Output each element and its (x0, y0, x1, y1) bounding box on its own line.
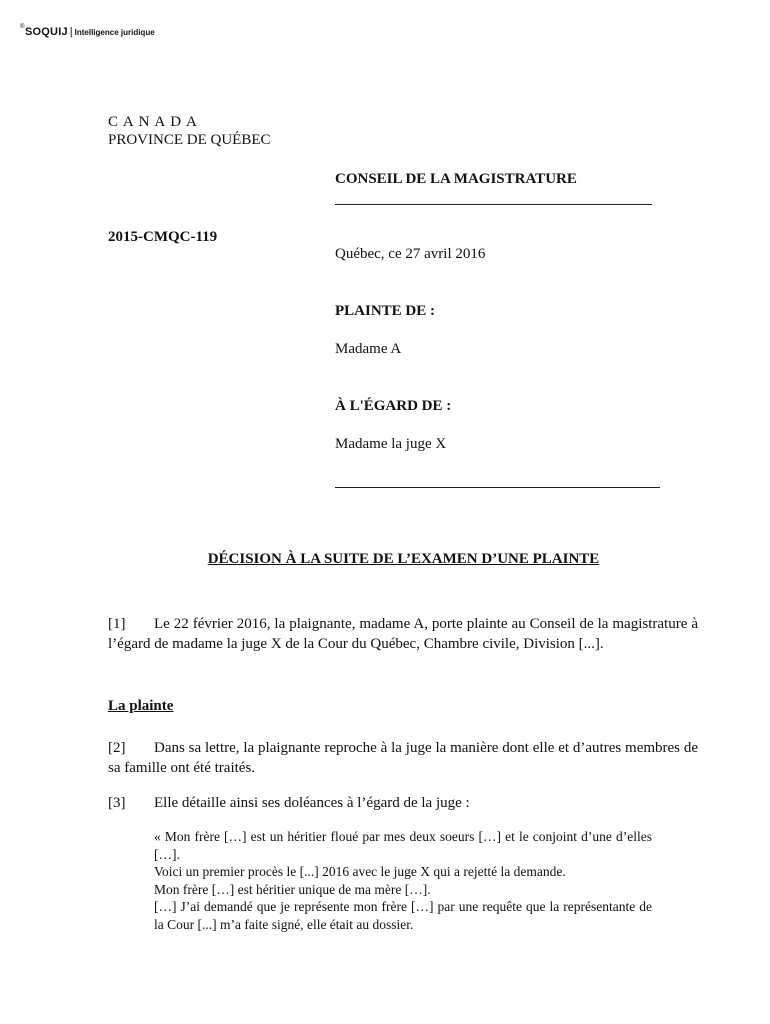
province-heading: PROVINCE DE QUÉBEC (108, 132, 271, 148)
logo-tagline: Intelligence juridique (74, 28, 155, 37)
paragraph-3 (108, 793, 698, 813)
complaint-quote (154, 828, 652, 933)
logo-brand: SOQUIJ (25, 26, 68, 38)
country-heading: C A N A D A (108, 114, 198, 130)
file-number: 2015-CMQC-119 (108, 229, 218, 245)
complainant-name: Madame A (335, 341, 402, 357)
decision-title: DÉCISION À LA SUITE DE L’EXAMEN D’UNE PLAINTE (207, 551, 600, 567)
soquij-logo (20, 26, 155, 44)
registered-mark: ® (20, 24, 25, 30)
header-divider-top (335, 204, 652, 205)
paragraph-text: Dans sa lettre, la plaignante reproche à la juge la manière dont elle et d’autres membres de sa famille ont été traités. (108, 740, 698, 776)
paragraph-number: [3] (108, 795, 126, 811)
regarding-label: À L'ÉGARD DE : (335, 398, 452, 414)
paragraph-text: Elle détaille ainsi ses doléances à l’égard de la juge : (154, 795, 470, 811)
paragraph-number: [2] (108, 740, 126, 756)
paragraph-1 (108, 614, 698, 654)
quote-line: « Mon frère […] est un héritier floué par mes deux soeurs […] et le conjoint d’une d’elles […]. (154, 829, 652, 862)
quote-line: Mon frère […] est héritier unique de ma mère […]. (154, 881, 431, 897)
date-line: Québec, ce 27 avril 2016 (335, 246, 486, 262)
paragraph-text: Le 22 février 2016, la plaignante, madame A, porte plainte au Conseil de la magistrature à l’égard de madame la juge X de la Cour du Québec, Chambre civile, Division [...]. (108, 616, 698, 652)
quote-line: Voici un premier procès le [...] 2016 avec le juge X qui a rejetté la demande. (154, 864, 566, 879)
paragraph-2 (108, 738, 698, 778)
section-heading: La plainte (108, 698, 174, 714)
complainant-label: PLAINTE DE : (335, 303, 436, 319)
quote-line: […] J’ai demandé que je représente mon frère […] par une requête que la représentante de la Cour [...] m’a faite signé, elle était au dossier. (154, 899, 652, 932)
judge-name: Madame la juge X (335, 436, 447, 452)
council-title: CONSEIL DE LA MAGISTRATURE (335, 171, 577, 187)
logo-separator: | (69, 26, 73, 38)
header-divider-bottom (335, 487, 660, 488)
paragraph-number: [1] (108, 616, 126, 632)
